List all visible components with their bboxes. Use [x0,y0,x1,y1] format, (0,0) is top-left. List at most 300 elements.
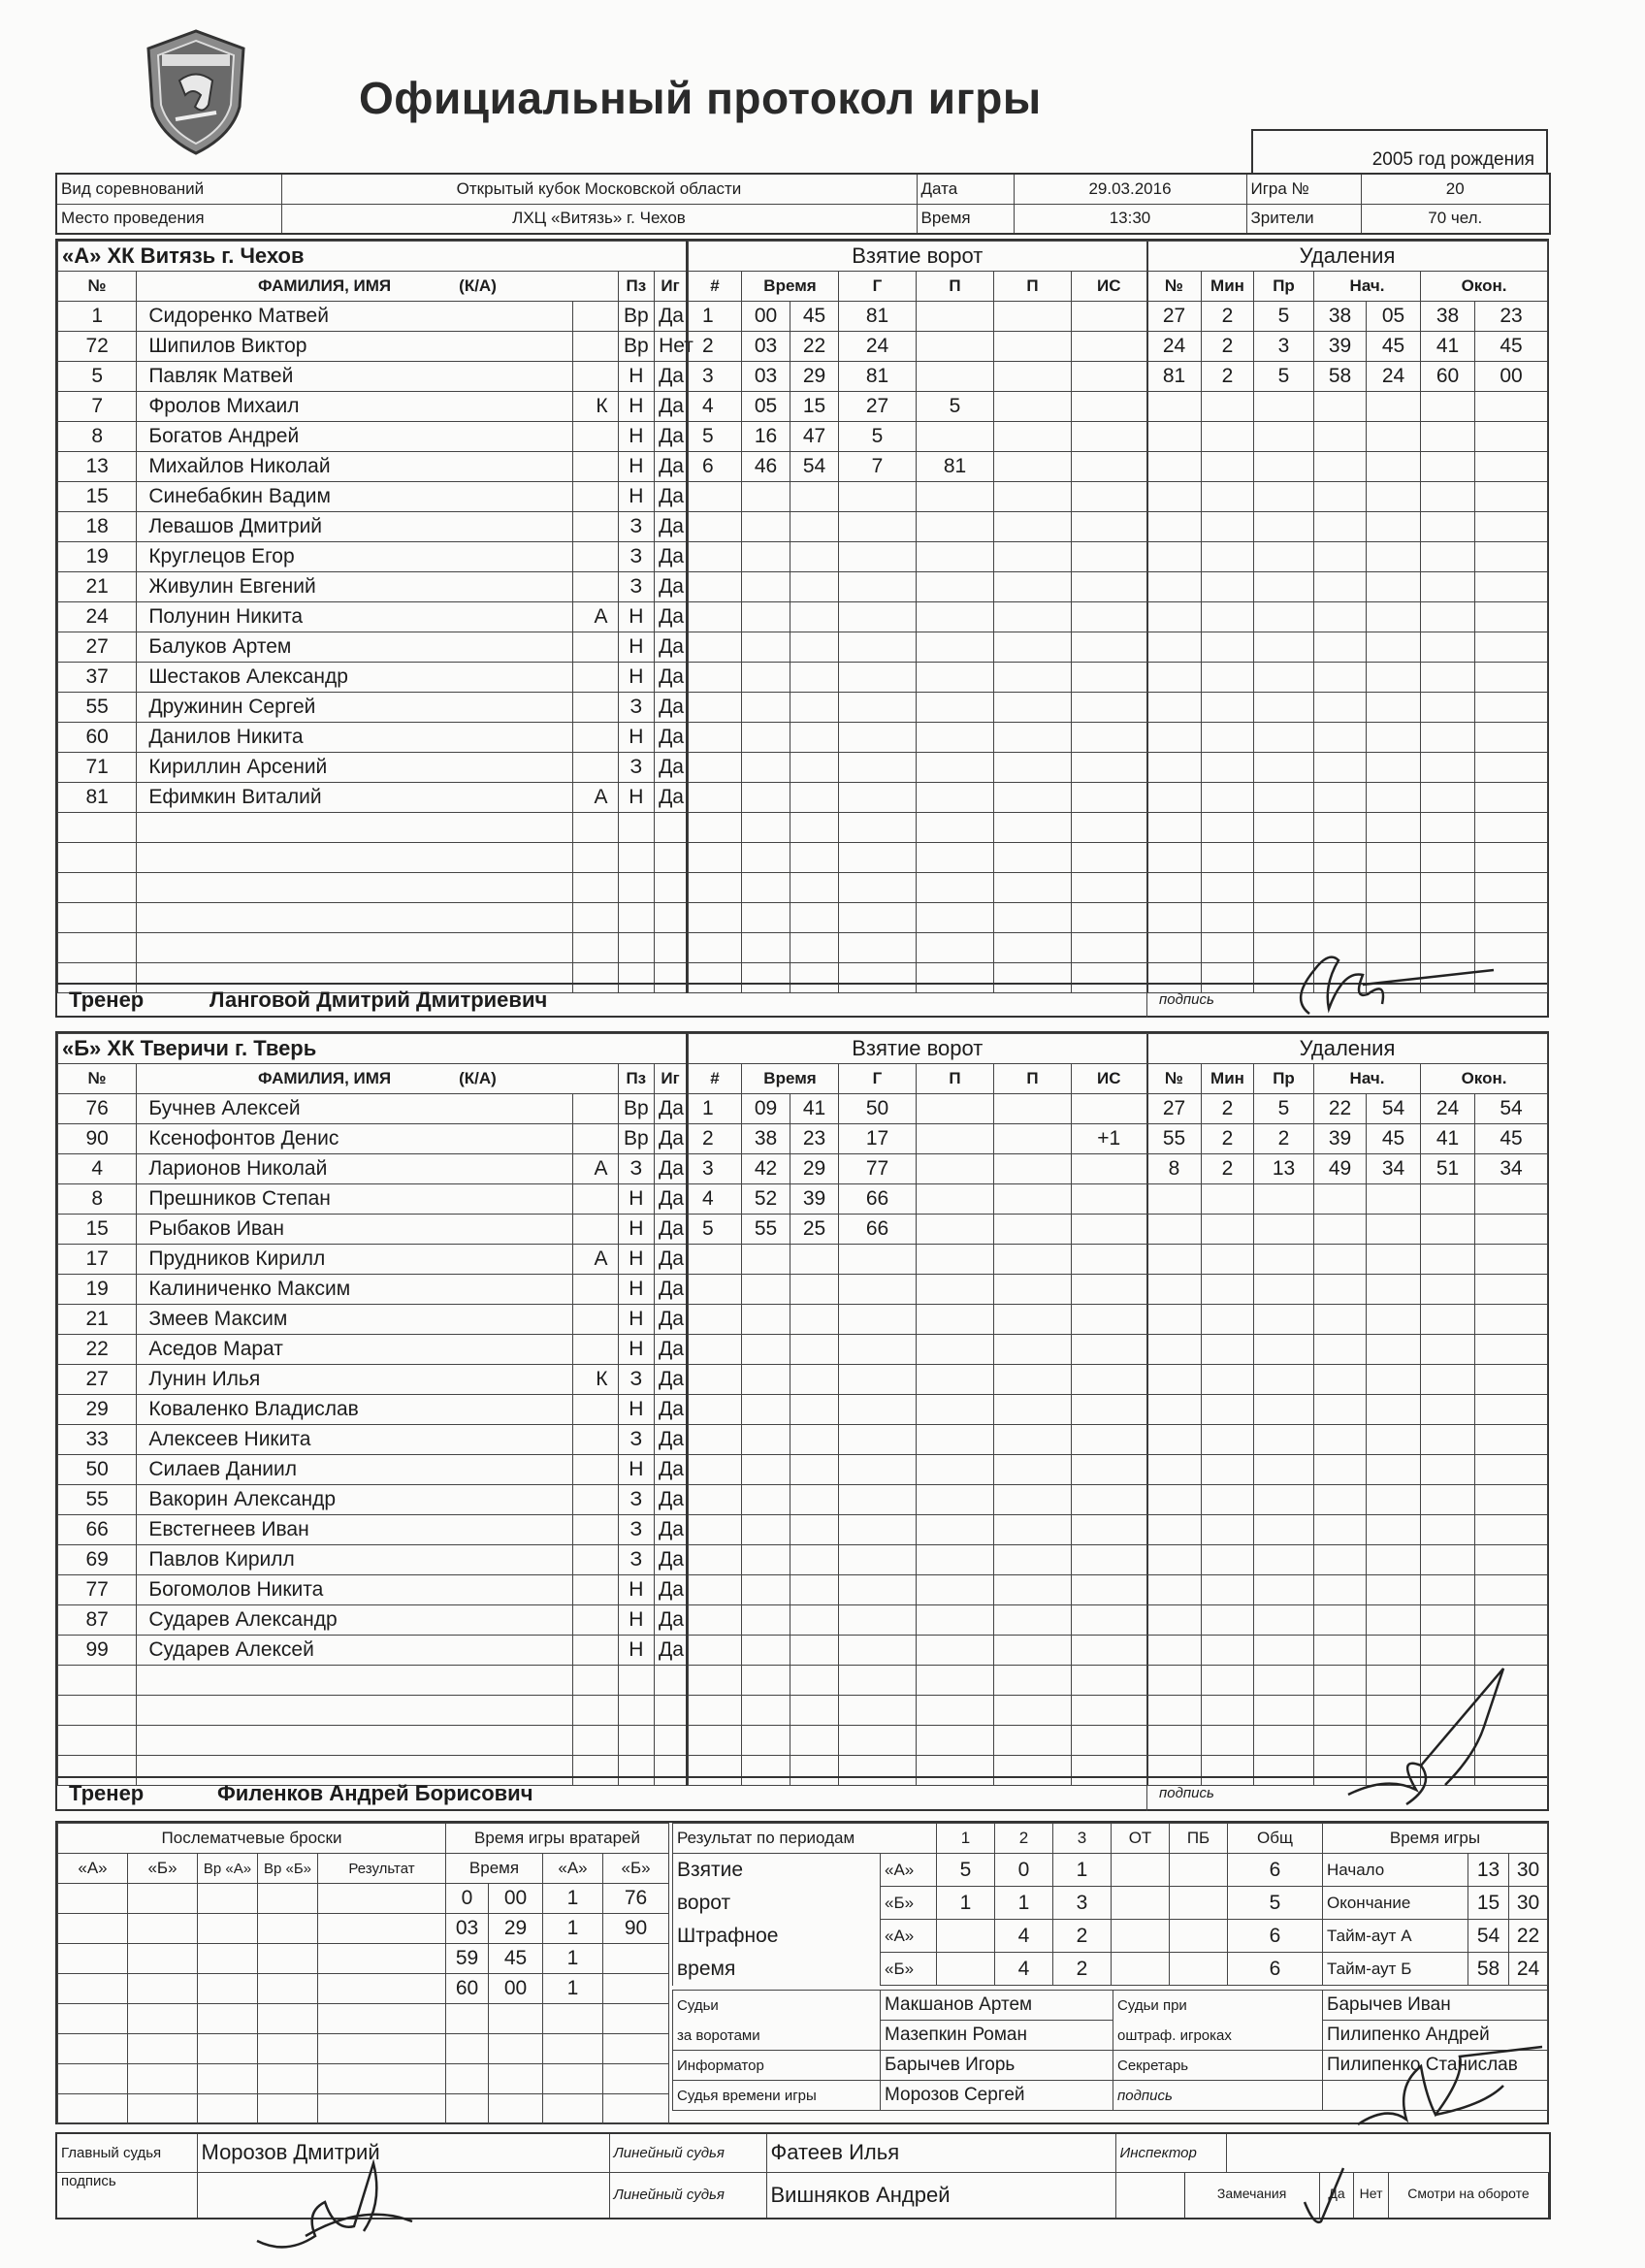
goal-second [790,1515,839,1545]
goal-situation [1072,903,1147,933]
gk-team-a [543,2094,603,2124]
shootout-title: Послематчевые броски [58,1824,446,1854]
venue-value: ЛХЦ «Витязь» г. Чехов [281,204,917,234]
penalty-minutes [1202,1605,1254,1636]
penalty-player [1147,1485,1202,1515]
goal-minute [742,542,790,572]
penalty-start-sec [1367,542,1421,572]
goal-scorer [839,1485,917,1515]
goal-number: 2 [689,1124,742,1154]
penalty-end-sec: 54 [1475,1094,1548,1124]
goal-scorer [839,903,917,933]
goal-second [790,1696,839,1726]
page-title: Официальный протокол игры [359,73,1042,123]
goal-situation [1072,693,1147,723]
penalty-minutes [1202,1545,1254,1575]
penalty-minutes [1202,1275,1254,1305]
player-name: Калиниченко Максим [137,1275,572,1305]
goal-row [689,572,1147,602]
shootout-cell [198,2034,258,2064]
player-played [655,1726,687,1756]
player-position: З [618,1545,655,1575]
penalty-minutes [1202,1485,1254,1515]
penalty-end-min [1421,693,1475,723]
player-captain-mark: А [572,783,618,813]
player-captain-mark: А [572,1154,618,1184]
penalty-reason [1254,1666,1314,1696]
goal-scorer [839,783,917,813]
goal-assist-2 [994,813,1072,843]
goal-number [689,843,742,873]
player-captain-mark [572,813,618,843]
player-number: 29 [58,1395,137,1425]
goal-situation [1072,1605,1147,1636]
shootout-cell [198,1914,258,1944]
official-role-label: Судья времени игры [673,2081,881,2111]
penalty-end-min [1421,843,1475,873]
penalty-player [1147,663,1202,693]
goal-scorer [839,1395,917,1425]
goal-number: 6 [689,452,742,482]
goal-minute [742,572,790,602]
remarks-see-back[interactable]: Смотри на обороте [1407,2185,1530,2201]
col-pen-reason: Пр [1254,272,1314,302]
penalty-end-sec [1475,903,1548,933]
penalty-end-min [1421,783,1475,813]
goal-assist-1 [917,542,994,572]
goal-second [790,753,839,783]
goal-number [689,512,742,542]
goal-situation [1072,933,1147,963]
goal-number [689,1696,742,1726]
penalty-end-sec [1475,1575,1548,1605]
goal-second [790,512,839,542]
player-number: 13 [58,452,137,482]
penalty-start-sec [1367,1245,1421,1275]
col-goal-time: Время [742,1064,839,1094]
goal-row [689,1275,1147,1305]
goal-assist-2 [994,783,1072,813]
gk-col-b: «Б» [603,1854,669,1884]
player-row [58,1245,688,1275]
player-played: Да [655,542,687,572]
goal-number: 5 [689,1215,742,1245]
penalty-minutes [1202,1636,1254,1666]
penalty-start-sec [1367,1184,1421,1215]
penalty-end-min [1421,1605,1475,1636]
penalty-start-min: 49 [1314,1154,1367,1184]
team-a-signature-label: подпись [1159,991,1214,1008]
player-played: Да [655,362,687,392]
goal-row [689,422,1147,452]
player-row [58,1215,688,1245]
player-name: Балуков Артем [137,632,572,663]
penalty-start-min [1314,1215,1367,1245]
goal-assist-2 [994,1094,1072,1124]
player-row [58,602,688,632]
penalty-row [1147,332,1548,362]
player-position: Вр [618,1124,655,1154]
player-captain-mark [572,632,618,663]
penalty-reason [1254,903,1314,933]
penalty-reason [1254,873,1314,903]
player-captain-mark [572,1726,618,1756]
goal-assist-1 [917,753,994,783]
goal-assist-1 [917,903,994,933]
player-played: Да [655,1425,687,1455]
goal-situation [1072,723,1147,753]
player-captain-mark [572,1696,618,1726]
penalty-end-min [1421,422,1475,452]
shootout-cell [58,1944,128,1974]
player-number [58,1726,137,1756]
goal-assist-2 [994,723,1072,753]
penalty-start-min [1314,813,1367,843]
penalty-end-sec: 45 [1475,332,1548,362]
goal-scorer [839,542,917,572]
competition-label: Вид соревнований [56,174,281,204]
player-captain-mark [572,663,618,693]
main-referee-signature [247,2134,432,2260]
goal-assist-1: 5 [917,392,994,422]
goal-scorer [839,813,917,843]
period-row-label: ворот [673,1887,881,1920]
shootout-cell [128,2034,198,2064]
team-title: «Б» ХК Тверичи г. Тверь [58,1034,688,1064]
linesman-name: Фатеев Илья [766,2133,1115,2172]
player-played: Да [655,1184,687,1215]
penalty-reason [1254,693,1314,723]
penalty-end-sec: 34 [1475,1154,1548,1184]
remarks-yes[interactable]: Да [1320,2173,1355,2219]
goal-minute [742,1365,790,1395]
penalty-end-min: 24 [1421,1094,1475,1124]
col-ig: Иг [655,1064,687,1094]
gk-team-b [603,2004,669,2034]
goal-minute [742,1455,790,1485]
player-played: Да [655,602,687,632]
goal-second [790,783,839,813]
player-row [58,843,688,873]
penalty-minutes [1202,1575,1254,1605]
game-time-table [1322,1823,1548,1986]
player-played: Да [655,1575,687,1605]
player-row [58,783,688,813]
goal-number [689,1335,742,1365]
goal-situation [1072,512,1147,542]
penalty-start-sec [1367,903,1421,933]
player-row [58,1726,688,1756]
penalty-player [1147,693,1202,723]
player-captain-mark [572,1335,618,1365]
goal-assist-2 [994,452,1072,482]
goal-second [790,1245,839,1275]
player-captain-mark [572,903,618,933]
official-name: Барычев Игорь [881,2051,1113,2081]
period-value: 4 [995,1920,1053,1953]
goal-assist-1 [917,1184,994,1215]
player-played [655,873,687,903]
penalty-row [1147,392,1548,422]
goal-situation [1072,1275,1147,1305]
period-row-label: время [673,1953,881,1986]
player-name [137,903,572,933]
goal-minute [742,783,790,813]
player-played: Да [655,1124,687,1154]
goal-assist-2 [994,1696,1072,1726]
penalty-start-sec [1367,1455,1421,1485]
goal-situation [1072,1455,1147,1485]
player-captain-mark [572,1545,618,1575]
penalty-end-min [1421,1305,1475,1335]
goal-scorer: 66 [839,1215,917,1245]
shootout-table [57,1823,446,2124]
goal-row [689,873,1147,903]
penalty-minutes: 2 [1202,1094,1254,1124]
shootout-cell [198,1944,258,1974]
date-value: 29.03.2016 [1014,174,1246,204]
player-name: Алексеев Никита [137,1425,572,1455]
gk-team-b [603,1974,669,2004]
penalty-minutes: 2 [1202,362,1254,392]
player-row [58,1365,688,1395]
player-position: Вр [618,302,655,332]
period-value [1112,1953,1170,1986]
period-value [1112,1854,1170,1887]
penalty-end-sec [1475,813,1548,843]
time-value: 13:30 [1014,204,1246,234]
remarks-row [1184,2172,1550,2219]
penalty-end-sec [1475,1365,1548,1395]
penalty-player [1147,813,1202,843]
goal-scorer: 81 [839,302,917,332]
remarks-no[interactable]: Нет [1354,2173,1389,2219]
penalty-end-min [1421,1545,1475,1575]
player-name: Аседов Марат [137,1335,572,1365]
penalty-minutes [1202,933,1254,963]
col-pen-reason: Пр [1254,1064,1314,1094]
col-pen-end: Окон. [1421,272,1548,302]
penalty-minutes: 2 [1202,332,1254,362]
player-captain-mark [572,1124,618,1154]
penalty-end-min: 41 [1421,1124,1475,1154]
goal-second: 29 [790,362,839,392]
goal-minute: 03 [742,362,790,392]
goal-scorer [839,1365,917,1395]
penalty-end-sec [1475,873,1548,903]
goal-scorer: 17 [839,1124,917,1154]
player-played: Да [655,1515,687,1545]
penalty-player [1147,1365,1202,1395]
official-role-label: оштраф. игроках [1113,2021,1323,2051]
penalty-row [1147,1425,1548,1455]
gk-minute [446,2064,489,2094]
penalty-start-sec [1367,1545,1421,1575]
penalty-row [1147,452,1548,482]
player-row [58,572,688,602]
goal-assist-1 [917,302,994,332]
penalty-reason: 13 [1254,1154,1314,1184]
goal-number [689,1515,742,1545]
goal-row [689,1094,1147,1124]
goal-assist-1 [917,602,994,632]
penalty-minutes [1202,512,1254,542]
player-name: Прудников Кирилл [137,1245,572,1275]
player-row [58,1395,688,1425]
penalty-end-min [1421,1515,1475,1545]
goal-row [689,1305,1147,1335]
player-row [58,392,688,422]
player-number: 4 [58,1154,137,1184]
player-played: Да [655,452,687,482]
penalty-row [1147,1215,1548,1245]
team-b-coach-label: Тренер [69,1781,145,1805]
goal-scorer [839,512,917,542]
player-captain-mark [572,723,618,753]
penalty-player [1147,1184,1202,1215]
goal-number [689,1275,742,1305]
player-number: 99 [58,1636,137,1666]
goal-situation [1072,632,1147,663]
team-b-roster [57,1033,688,1786]
player-row [58,723,688,753]
goal-situation: +1 [1072,1124,1147,1154]
goal-scorer [839,1575,917,1605]
official-name: Пилипенко Андрей [1323,2021,1548,2051]
penalty-end-sec [1475,422,1548,452]
goal-row [689,1395,1147,1425]
penalty-end-sec [1475,572,1548,602]
game-time-label: Окончание [1323,1887,1468,1920]
player-row [58,1605,688,1636]
goal-assist-1 [917,482,994,512]
penalty-start-min [1314,723,1367,753]
goal-situation [1072,602,1147,632]
player-captain-mark: А [572,1245,618,1275]
goals-title: Взятие ворот [689,242,1147,272]
goal-row [689,1425,1147,1455]
goal-number [689,1425,742,1455]
gk-second: 29 [489,1914,543,1944]
penalty-player [1147,1696,1202,1726]
penalty-start-min [1314,1485,1367,1515]
player-position: Н [618,482,655,512]
goal-scorer [839,753,917,783]
penalty-start-sec [1367,693,1421,723]
penalty-player [1147,1636,1202,1666]
player-name: Коваленко Владислав [137,1395,572,1425]
player-number: 60 [58,723,137,753]
gk-second [489,2094,543,2124]
inspector-value [1226,2133,1550,2172]
penalty-row [1147,302,1548,332]
penalty-minutes [1202,1335,1254,1365]
goal-number [689,723,742,753]
player-number [58,903,137,933]
goal-situation [1072,1154,1147,1184]
penalty-minutes [1202,723,1254,753]
player-number: 72 [58,332,137,362]
player-position: Н [618,632,655,663]
goal-second [790,542,839,572]
penalty-end-min [1421,1395,1475,1425]
goal-row [689,1124,1147,1154]
player-position [618,1666,655,1696]
goal-assist-1 [917,1094,994,1124]
penalty-row [1147,632,1548,663]
goal-scorer [839,1545,917,1575]
goal-scorer: 24 [839,332,917,362]
goal-situation [1072,482,1147,512]
player-position: Н [618,1395,655,1425]
goal-assist-2 [994,1395,1072,1425]
period-row-team: «Б» [881,1887,937,1920]
penalty-minutes [1202,813,1254,843]
penalty-start-min [1314,392,1367,422]
penalty-minutes [1202,1245,1254,1275]
goal-assist-2 [994,572,1072,602]
penalty-end-min [1421,572,1475,602]
player-position: Н [618,663,655,693]
goal-assist-1 [917,1575,994,1605]
penalties-title: Удаления [1147,242,1548,272]
penalty-player [1147,1605,1202,1636]
goal-second [790,693,839,723]
penalty-start-sec [1367,813,1421,843]
goal-minute [742,1425,790,1455]
penalty-reason [1254,1305,1314,1335]
shootout-cell [318,1914,446,1944]
player-position: З [618,1154,655,1184]
penalty-player: 27 [1147,302,1202,332]
penalty-start-sec: 05 [1367,302,1421,332]
player-captain-mark [572,362,618,392]
goal-second [790,1485,839,1515]
goal-second [790,813,839,843]
penalty-start-sec [1367,753,1421,783]
player-number: 76 [58,1094,137,1124]
player-position [618,933,655,963]
gk-second: 00 [489,1974,543,2004]
player-row [58,512,688,542]
penalty-minutes [1202,542,1254,572]
penalty-reason [1254,1515,1314,1545]
penalty-end-sec: 00 [1475,362,1548,392]
penalty-end-min [1421,452,1475,482]
penalty-minutes: 2 [1202,1124,1254,1154]
player-name [137,933,572,963]
col-goal-scorer: Г [839,272,917,302]
goals-title: Взятие ворот [689,1034,1147,1064]
shootout-cell [58,2034,128,2064]
goal-number [689,632,742,663]
player-row [58,1515,688,1545]
goal-minute [742,663,790,693]
player-number: 77 [58,1575,137,1605]
penalty-minutes [1202,1365,1254,1395]
player-row [58,1425,688,1455]
shootout-cell [198,2004,258,2034]
player-number [58,843,137,873]
penalty-player: 55 [1147,1124,1202,1154]
penalty-start-sec [1367,663,1421,693]
penalty-start-sec [1367,1605,1421,1636]
penalty-end-min [1421,632,1475,663]
goal-minute [742,693,790,723]
penalty-start-min [1314,903,1367,933]
player-row [58,1094,688,1124]
goal-assist-1 [917,1124,994,1154]
